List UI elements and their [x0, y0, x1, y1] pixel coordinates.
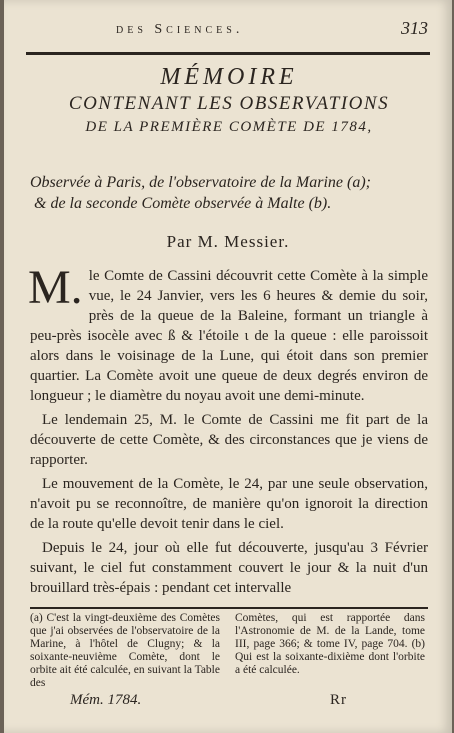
running-head: [4, 18, 452, 40]
drop-cap: M.: [28, 261, 83, 314]
footnote-a: (a) C'est la vingt-deuxième des Comètes que j'ai observées de l'observatoire de la Marine, à l'hôtel de Clugny; & la soixante-neuvième Comète, dont le orbite ait été calculée, en suivant la Table des: [30, 612, 220, 689]
author-line: Par M. Messier.: [166, 232, 290, 251]
subtitle-line-1: Observée à Paris, de l'observatoire de la Marine (a);: [30, 174, 371, 191]
paragraph-4: Depuis le 24, jour où elle fut découverte, jusqu'au 3 Février suivant, le ciel fut constamment couvert le jour & la nuit d'un brouillard très-épais : pendant cet intervalle: [30, 540, 428, 596]
signature-mark: Rr: [330, 692, 347, 708]
footnote-rule: [30, 607, 428, 609]
footnote-column-left: [30, 612, 220, 690]
footnote-b: Comètes, qui est rapportée dans l'Astronomie de M. de la Lande, tome III, page 366; & tome IV, page 704. (b) Qui est la soixante-dixième dont l'orbite a été calculée.: [235, 612, 425, 676]
header-rule: [26, 52, 430, 55]
paragraph-2: Le lendemain 25, M. le Comte de Cassini me fit part de la découverte de cette Comète, & des circonstances que je viens de rapporter.: [30, 412, 428, 468]
memoir-subtitle: [30, 172, 430, 214]
title-line-1: MÉMOIRE: [160, 64, 298, 90]
footnote-column-right: [235, 612, 425, 677]
running-title: des Sciences.: [116, 22, 244, 37]
paragraph-1-text: le Comte de Cassini découvrit cette Comète à la simple vue, le 24 Janvier, vers les 6 heures & demie du soir, près de la queue de la Baleine, formant un triangle à peu-près isocèle avec ß & l'étoile ι de la queue : elle paroissoit alors dans le voisinage de la Lune, qui étoit dans son premier quartier. La Comète avoit une queue de deux degrés environ de longueur ; le diamètre du noyau avoit une demi-minute.: [30, 268, 428, 404]
body-text: [28, 261, 428, 602]
title-line-2: CONTENANT LES OBSERVATIONS: [68, 93, 390, 114]
paragraph-3: Le mouvement de la Comète, le 24, par une seule observation, n'avoit pu se reconnoître, de manière qu'on ignoroit la direction de la route qu'elle devoit tenir dans le ciel.: [30, 476, 428, 532]
page-number: 313: [401, 18, 428, 38]
memoir-title: [24, 62, 434, 136]
paragraph-1: [28, 261, 428, 406]
volume-mark: Mém. 1784.: [70, 692, 142, 708]
title-line-3: DE LA PREMIÈRE COMÈTE DE 1784,: [85, 119, 373, 135]
book-page: [4, 0, 452, 733]
subtitle-line-2: & de la seconde Comète observée à Malte (b).: [34, 195, 332, 212]
